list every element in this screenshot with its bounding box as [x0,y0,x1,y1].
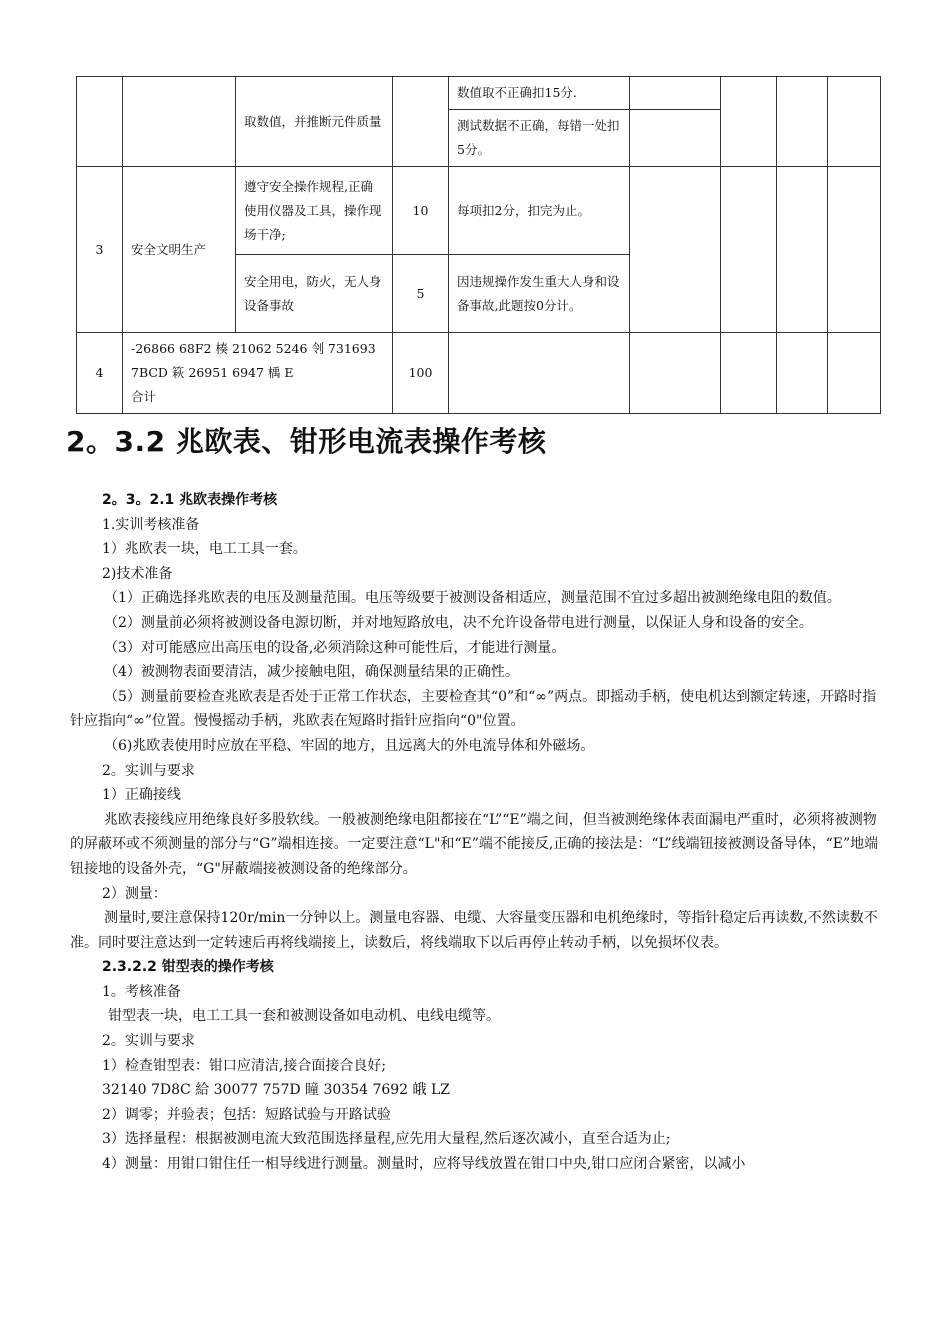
paragraph: 钳型表一块，电工工具一套和被测设备如电动机、电线电缆等。 [108,1008,500,1025]
cell-empty [630,110,721,167]
cell-empty [721,77,777,167]
cell-criteria: 测试数据不正确，每错一处扣5分。 [449,110,630,167]
paragraph: （4）被测物表面要清洁，减少接触电阻，确保测量结果的正确性。 [104,664,519,681]
content-line: 7BCD 篍 26951 6947 楀 E [131,365,294,380]
content-line: 合计 [131,389,157,404]
table-row [77,333,881,414]
cell-score: 10 [393,167,449,255]
paragraph: 1）兆欧表一块，电工工具一套。 [102,541,307,558]
grading-table [76,76,881,414]
cell-empty [721,333,777,414]
paragraph: 32140 7D8C 給 30077 757D 瞳 30354 7692 皒 LZ [102,1082,451,1099]
cell-item [123,77,236,167]
cell-content: 安全用电，防火，无人身设备事故 [236,255,393,333]
paragraph: （3）对可能感应出高压电的设备,必须消除这种可能性后，才能进行测量。 [104,639,566,656]
content-line: -26866 68F2 楱 21062 5246 刢 731693 [131,341,376,356]
cell-empty [721,167,777,333]
cell-no: 3 [77,167,123,333]
cell-criteria: 每项扣2分，扣完为止。 [449,167,630,255]
cell-empty [828,167,881,333]
cell-content [123,333,393,414]
cell-no [77,77,123,167]
document-body [70,488,885,1177]
cell-empty [828,77,881,167]
cell-empty [449,333,630,414]
paragraph: 4）测量：用钳口钳住任一相导线进行测量。测量时，应将导线放置在钳口中央,钳口应闭合紧密，以减小 [102,1156,746,1173]
cell-item: 安全文明生产 [123,167,236,333]
paragraph: （2）测量前必须将被测设备电源切断，并对地短路放电，决不允许设备带电进行测量，以保证人身和设备的安全。 [104,614,813,631]
paragraph: 1）正确接线 [102,787,181,804]
paragraph: 测量时,要注意保持120r/min一分钟以上。测量电容器、电缆、大容量变压器和电机绝缘时，等指针稳定后再读数,不然读数不准。同时要注意达到一定转速后再将线端接上，读数后，将线端取下以后再停止转动手柄，以免损坏仪表。 [70,910,878,951]
paragraph: 2。实训与要求 [102,762,195,779]
cell-empty [777,167,828,333]
paragraph: 1。考核准备 [102,983,181,1000]
cell-score: 100 [393,333,449,414]
cell-content: 遵守安全操作规程,正确使用仪器及工具，操作现场干净; [236,167,393,255]
paragraph: 2)技术准备 [102,565,173,582]
cell-criteria: 数值取不正确扣15分. [449,77,630,110]
paragraph: 2）测量： [102,885,167,902]
subsection-title: 2.3.2.2 钳型表的操作考核 [102,959,274,976]
cell-score: 5 [393,255,449,333]
cell-empty [828,333,881,414]
cell-empty [630,333,721,414]
paragraph: 1.实训考核准备 [102,516,200,533]
cell-empty [777,77,828,167]
paragraph: （6)兆欧表使用时应放在平稳、牢固的地方，且远离大的外电流导体和外磁场。 [104,737,595,754]
cell-score [393,77,449,167]
paragraph: 2。实训与要求 [102,1033,195,1050]
paragraph: 兆欧表接线应用绝缘良好多股软线。一般被测绝缘电阻都接在“L”“E”端之间，但当被测绝缘体表面漏电严重时，必须将被测物的屏蔽环或不须测量的部分与“G”端相连接。一定要注意“L"和“E”端不能接反,正确的接法是：“L”线端钮接被测设备导体，“E”地端钮接地的设备外壳，“G"屏蔽端接被测设备的绝缘部分。 [70,811,879,877]
subsection-title: 2。3。2.1 兆欧表操作考核 [102,492,278,508]
cell-empty [630,77,721,110]
cell-content: 取数值，并推断元件质量 [236,77,393,167]
cell-criteria: 因违规操作发生重大人身和设备事故,此题按0分计。 [449,255,630,333]
table-row [77,167,881,255]
cell-no: 4 [77,333,123,414]
cell-empty [630,167,721,333]
section-title: 2。3.2 兆欧表、钳形电流表操作考核 [66,425,547,458]
paragraph: 1）检查钳型表：钳口应清洁,接合面接合良好; [102,1057,387,1074]
paragraph: 2）调零；并验表；包括：短路试验与开路试验 [102,1106,391,1123]
paragraph: 3）选择量程：根据被测电流大致范围选择量程,应先用大量程,然后逐次减小，直至合适为止; [102,1131,671,1148]
cell-empty [777,333,828,414]
paragraph: （1）正确选择兆欧表的电压及测量范围。电压等级要于被测设备相适应，测量范围不宜过多超出被测绝缘电阻的数值。 [104,590,841,607]
paragraph: （5）测量前要检查兆欧表是否处于正常工作状态，主要检查其“0”和“∞”两点。即摇动手柄，使电机达到额定转速，开路时指针应指向“∞”位置。慢慢摇动手柄，兆欧表在短路时指针应指向“0"位置。 [70,688,877,730]
table-row [77,77,881,110]
